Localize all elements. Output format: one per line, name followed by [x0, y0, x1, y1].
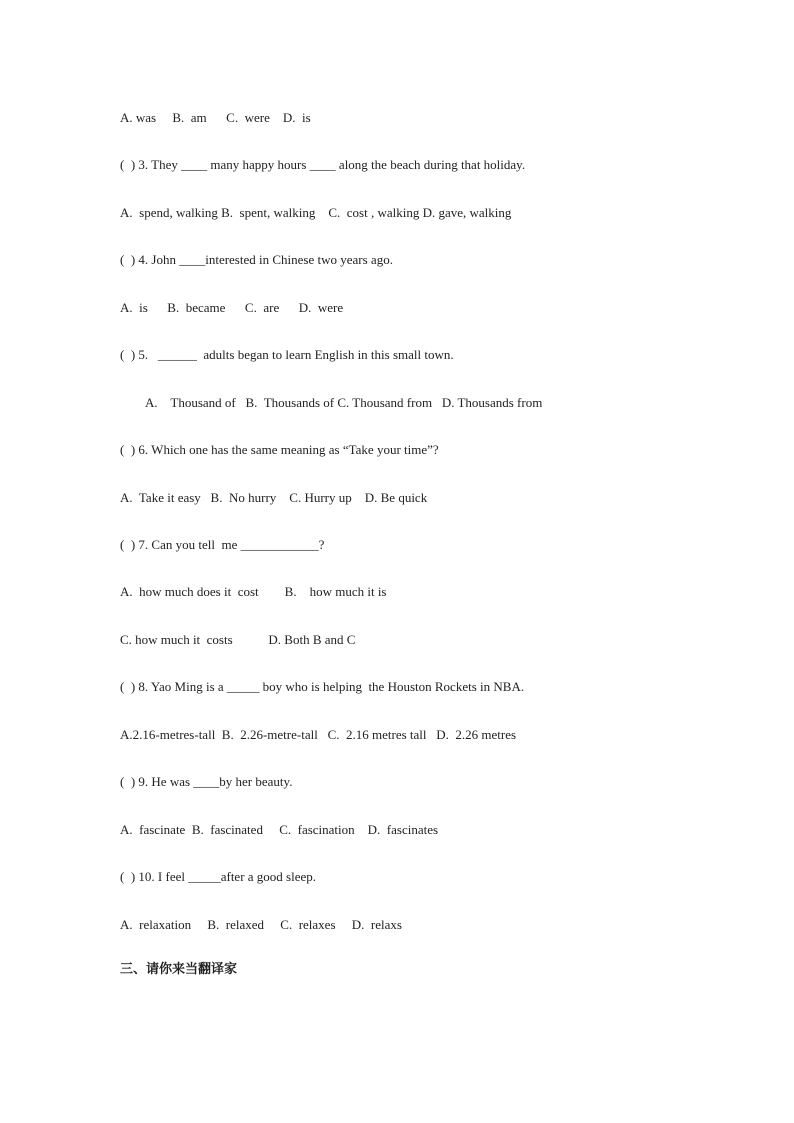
option-line-2: A. was B. am C. were D. is [120, 110, 311, 125]
question-6: ( ) 6. Which one has the same meaning as “Take your time”? [120, 442, 439, 457]
question-9: ( ) 9. He was ____by her beauty. [120, 774, 293, 789]
question-4: ( ) 4. John ____interested in Chinese two years ago. [120, 252, 393, 267]
option-line-3: A. spend, walking B. spent, walking C. cost , walking D. gave, walking [120, 205, 512, 220]
question-10: ( ) 10. I feel _____after a good sleep. [120, 869, 317, 884]
option-line-8: A.2.16-metres-tall B. 2.26-metre-tall C. 2.16 metres tall D. 2.26 metres [120, 727, 517, 742]
option-line-5: A. Thousand of B. Thousands of C. Thousand from D. Thousands from [145, 395, 543, 410]
option-line-4: A. is B. became C. are D. were [120, 300, 344, 315]
question-8: ( ) 8. Yao Ming is a _____ boy who is helping the Houston Rockets in NBA. [120, 679, 525, 694]
option-line-7a: A. how much does it cost B. how much it is [120, 584, 387, 599]
question-7: ( ) 7. Can you tell me ____________? [120, 537, 325, 552]
question-3: ( ) 3. They ____ many happy hours ____ along the beach during that holiday. [120, 157, 526, 172]
option-line-9: A. fascinate B. fascinated C. fascination D. fascinates [120, 822, 439, 837]
section-heading: 三、请你来当翻译家 [120, 962, 238, 977]
option-line-10: A. relaxation B. relaxed C. relaxes D. relaxs [120, 917, 402, 932]
option-line-7b: C. how much it costs D. Both B and C [120, 632, 356, 647]
option-line-6: A. Take it easy B. No hurry C. Hurry up D. Be quick [120, 490, 428, 505]
question-5: ( ) 5. ______ adults began to learn English in this small town. [120, 347, 454, 362]
